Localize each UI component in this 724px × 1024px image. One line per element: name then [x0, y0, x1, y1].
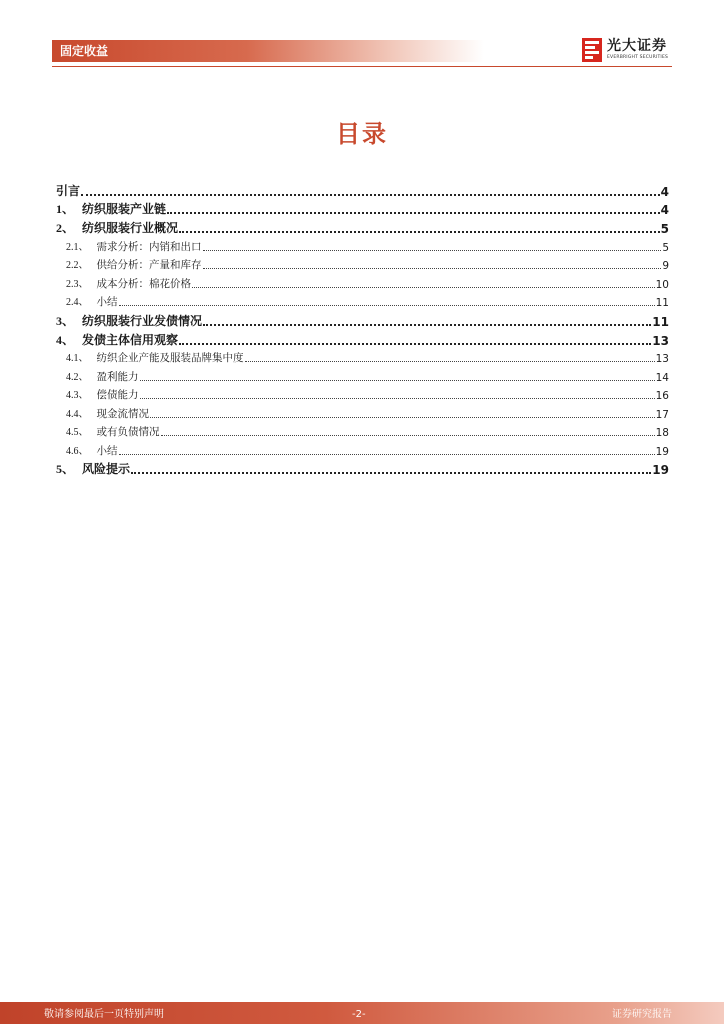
header-bar — [52, 40, 484, 62]
toc-dot-leader — [150, 417, 655, 418]
toc-entry[interactable] — [56, 219, 669, 236]
toc-dot-leader — [179, 343, 651, 345]
toc-entry-number: 2.3、 — [66, 279, 89, 290]
footer-report-type: 证券研究报告 — [612, 1009, 672, 1020]
toc-entry-title — [56, 182, 80, 199]
toc-entry-title — [66, 386, 139, 402]
toc-entry-number: 1、 — [56, 202, 75, 216]
toc-entry-label: 成本分析：棉花价格 — [96, 278, 191, 290]
toc-dot-leader — [81, 194, 660, 196]
section-label: 固定收益 — [60, 44, 109, 58]
toc-entry-title — [66, 423, 160, 439]
toc-entry-number: 4.6、 — [66, 446, 89, 457]
toc-entry-number: 2.2、 — [66, 260, 89, 271]
toc-entry-label: 现金流情况 — [96, 408, 149, 420]
company-logo — [582, 37, 674, 65]
toc-page-number: 9 — [662, 260, 669, 272]
logo-name-en: EVERBRIGHT SECURITIES — [607, 55, 669, 60]
toc-dot-leader — [119, 454, 655, 455]
toc-entry-label: 纺织服装行业发债情况 — [82, 314, 203, 328]
toc-entry-number: 5、 — [56, 462, 75, 476]
toc-dot-leader — [140, 398, 655, 399]
toc-entry[interactable] — [56, 275, 669, 291]
toc-entry[interactable] — [56, 405, 669, 421]
toc-entry-number: 4.3、 — [66, 390, 89, 401]
toc-dot-leader — [245, 361, 655, 362]
toc-entry-label: 偿债能力 — [96, 389, 139, 401]
toc-entry-title — [66, 256, 202, 272]
footer-disclaimer: 敬请参阅最后一页特别声明 — [44, 1009, 164, 1020]
toc-entry-title — [66, 238, 202, 254]
toc-entry-label: 盈利能力 — [96, 371, 139, 383]
toc-dot-leader — [203, 268, 662, 269]
logo-name-cn: 光大证券 — [607, 38, 667, 54]
toc-entry-label: 供给分析：产量和库存 — [96, 259, 202, 271]
toc-dot-leader — [179, 231, 660, 233]
toc-entry-number: 2、 — [56, 221, 75, 235]
toc-dot-leader — [203, 250, 662, 251]
toc-entry-title — [56, 219, 178, 236]
toc-dot-leader — [119, 305, 655, 306]
toc-entry[interactable] — [56, 423, 669, 439]
toc-entry[interactable] — [56, 238, 669, 254]
toc-page-number: 11 — [655, 297, 669, 309]
toc-entry-title — [56, 331, 178, 348]
toc-entry[interactable] — [56, 368, 669, 384]
toc-entry-title — [66, 442, 118, 458]
toc-entry-label: 风险提示 — [82, 462, 131, 476]
toc-dot-leader — [167, 212, 660, 214]
toc-page-number: 19 — [652, 463, 669, 477]
toc-page-number: 17 — [655, 409, 669, 421]
toc-dot-leader — [192, 287, 655, 288]
toc-dot-leader — [131, 472, 651, 474]
toc-entry[interactable] — [56, 442, 669, 458]
toc-entry[interactable] — [56, 256, 669, 272]
page-number: -2- — [352, 1009, 366, 1020]
toc-page-number: 16 — [655, 390, 669, 402]
toc-entry[interactable] — [56, 293, 669, 309]
toc-entry-label: 发债主体信用观察 — [82, 333, 179, 347]
toc-page-number: 4 — [660, 185, 669, 199]
toc-entry-label: 小结 — [96, 445, 118, 457]
toc-entry-title — [66, 293, 118, 309]
toc-entry-label: 小结 — [96, 296, 118, 308]
toc-page-number: 5 — [660, 222, 669, 236]
toc-page-number: 14 — [655, 372, 669, 384]
toc-page-number: 4 — [660, 203, 669, 217]
toc-entry-label: 或有负债情况 — [96, 426, 160, 438]
page-title: 目录 — [336, 120, 388, 148]
toc-entry-title — [56, 312, 202, 329]
toc-page-number: 10 — [655, 279, 669, 291]
toc-page-number: 18 — [655, 427, 669, 439]
toc-entry[interactable] — [56, 349, 669, 365]
toc-entry-title — [66, 349, 244, 365]
toc-entry-title — [66, 368, 139, 384]
toc-entry-number: 2.1、 — [66, 242, 89, 253]
toc-page-number: 11 — [652, 315, 669, 329]
toc-entry-number: 4、 — [56, 333, 75, 347]
toc-entry-label: 纺织服装产业链 — [82, 202, 167, 216]
toc-entry-title — [56, 460, 130, 477]
toc-page-number: 5 — [662, 242, 669, 254]
toc-entry[interactable] — [56, 331, 669, 348]
toc-page-number: 13 — [655, 353, 669, 365]
toc-dot-leader — [161, 435, 655, 436]
toc-entry-number: 3、 — [56, 314, 75, 328]
toc-entry-label: 需求分析：内销和出口 — [96, 241, 202, 253]
toc-entry-number: 2.4、 — [66, 297, 89, 308]
toc-entry-number: 4.1、 — [66, 353, 89, 364]
toc-dot-leader — [140, 380, 655, 381]
toc-dot-leader — [203, 324, 651, 326]
toc-entry[interactable] — [56, 312, 669, 329]
toc-entry-label: 纺织服装行业概况 — [82, 221, 179, 235]
toc-entry-number: 4.5、 — [66, 427, 89, 438]
header-divider — [52, 66, 672, 67]
everbright-logo-icon — [582, 38, 602, 62]
toc-entry[interactable] — [56, 386, 669, 402]
toc-entry-number: 4.4、 — [66, 409, 89, 420]
toc-entry[interactable] — [56, 460, 669, 477]
toc-page-number: 13 — [652, 334, 669, 348]
toc-entry[interactable] — [56, 200, 669, 217]
toc-entry[interactable] — [56, 182, 669, 199]
toc-entry-label: 纺织企业产能及服装品牌集中度 — [96, 352, 244, 364]
toc-page-number: 19 — [655, 446, 669, 458]
toc-entry-label: 引言 — [56, 184, 81, 198]
toc-entry-title — [66, 405, 149, 421]
toc-entry-title — [66, 275, 191, 291]
toc-entry-title — [56, 200, 166, 217]
toc-entry-number: 4.2、 — [66, 372, 89, 383]
